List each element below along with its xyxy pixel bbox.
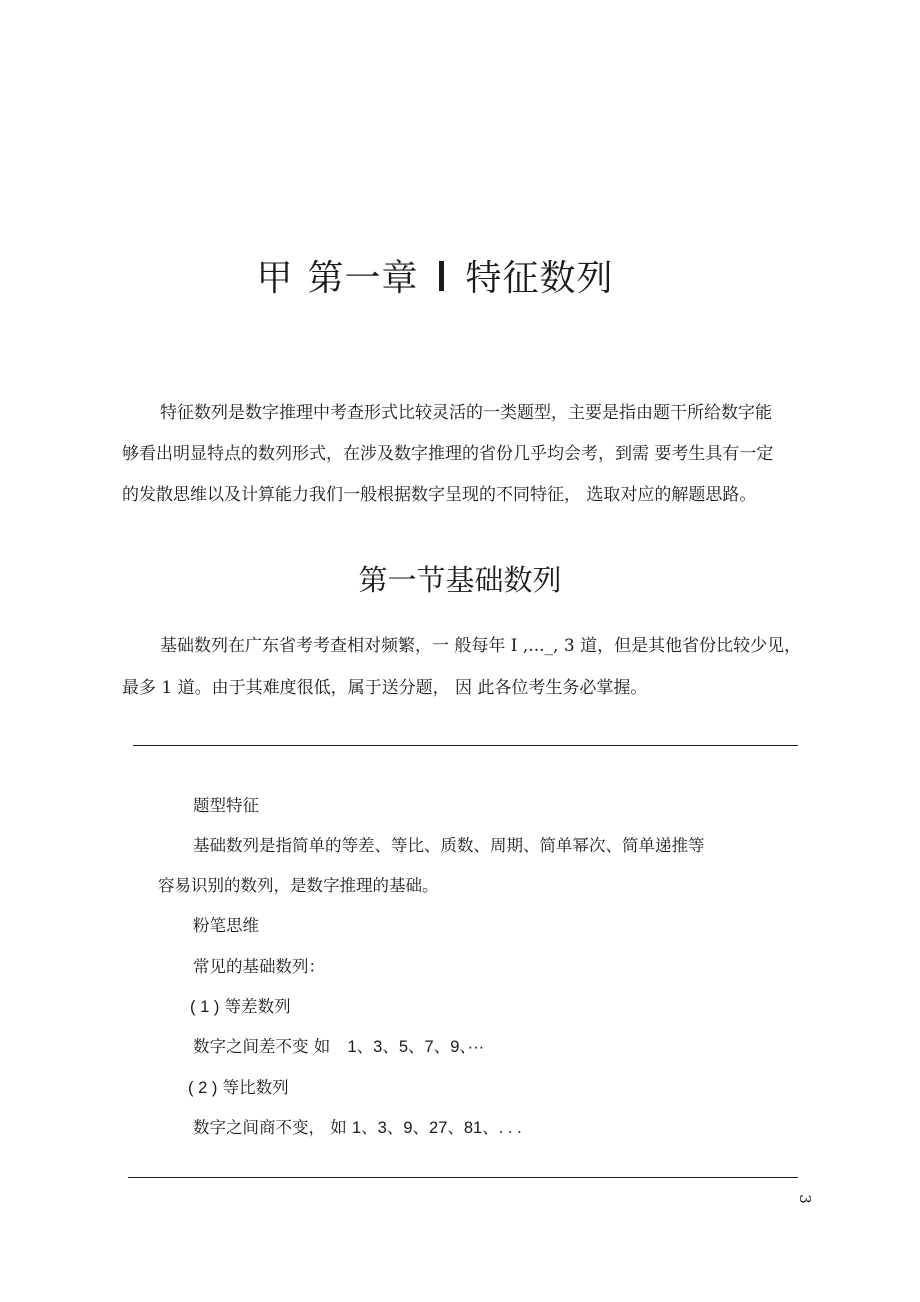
common-heading: 常见的基础数列： (193, 957, 325, 976)
item-desc-text: 数字之间商不变， 如 (193, 1118, 347, 1137)
feature-line-1: 基础数列是指简单的等差、等比、质数、周期、简单幂次、简单递推等 (193, 836, 705, 855)
item-desc-example: 1、3、5、7、9、··· (347, 1038, 485, 1056)
chapter-title (0, 250, 870, 301)
feature-heading: 题型特征 (193, 796, 259, 815)
page-number: 3 (795, 1194, 814, 1204)
feature-line-2: 容易识别的数列，是数字推理的基础。 (158, 876, 439, 895)
list-item-description (193, 1033, 484, 1057)
chapter-label: 第一章 (307, 258, 419, 299)
title-separator (439, 261, 444, 291)
item-desc-example: 1、3、9、27、81、. . . (352, 1119, 522, 1137)
list-item-description (193, 1114, 522, 1138)
item-name: 等差数列 (224, 997, 291, 1016)
thinking-heading: 粉笔思维 (193, 916, 259, 935)
section-title: 第一节基础数列 (358, 563, 562, 597)
list-item-heading (190, 993, 291, 1017)
intro-line-1: 特征数列是数字推理中考查形式比较灵活的一类题型，主要是指由题干所给数字能 (160, 403, 772, 423)
box-top-rule (133, 745, 798, 746)
intro-line-2: 够看出明显特点的数列形式，在涉及数字推理的省份几乎均会考，到需 要考生具有一定 (122, 444, 774, 464)
item-number: ( 2 ) (188, 1079, 218, 1097)
box-bottom-rule (128, 1177, 798, 1178)
chapter-name: 特征数列 (465, 258, 614, 299)
list-item-heading (188, 1074, 289, 1098)
item-number: ( 1 ) (190, 998, 220, 1016)
item-name: 等比数列 (222, 1078, 289, 1097)
section-line-1: 基础数列在广东省考考查相对频繁，一 般每年 I ,..._, 3 道，但是其他省份比较少见， (160, 636, 802, 656)
intro-line-3: 的发散思维以及计算能力我们一般根据数字呈现的不同特征， 选取对应的解题思路。 (122, 485, 757, 505)
chapter-marker: 甲 (256, 258, 294, 299)
section-line-2: 最多 1 道。由于其难度很低，属于送分题， 因 此各位考生务必掌握。 (122, 678, 648, 698)
item-desc-text: 数字之间差不变 如 (193, 1037, 331, 1056)
